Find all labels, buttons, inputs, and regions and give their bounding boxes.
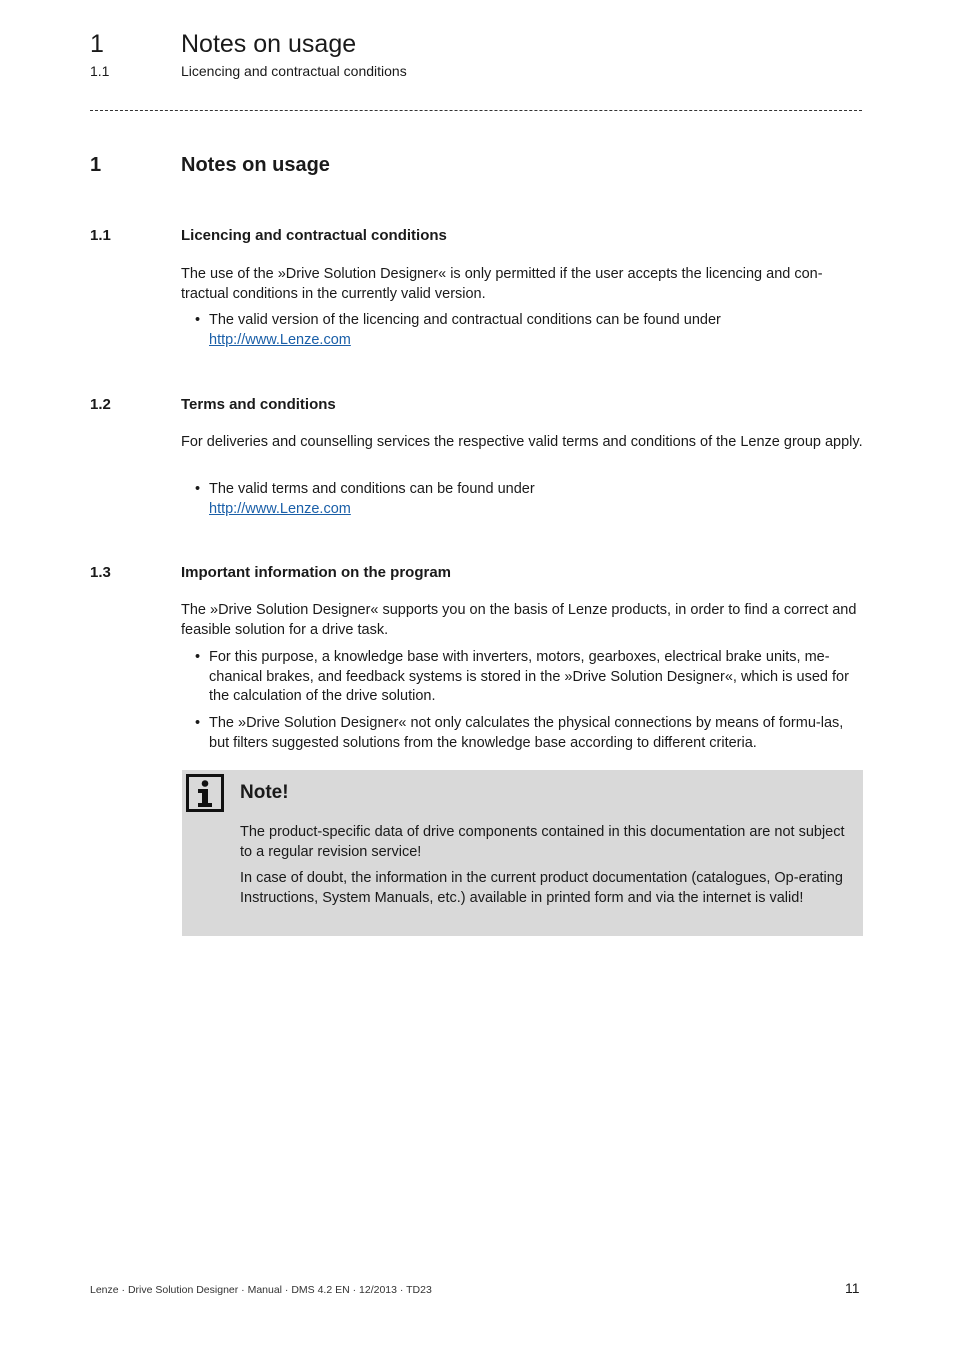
section-number: 1.1 <box>90 227 111 244</box>
note-box <box>182 770 863 936</box>
bullet-icon: • <box>195 649 201 665</box>
note-title: Note! <box>240 782 289 803</box>
note-paragraph: The product-specific data of drive components contained in this documentation are not subject to a regular revision service! <box>240 824 845 860</box>
info-icon <box>186 774 224 817</box>
bullet-icon: • <box>195 481 201 497</box>
bullet-text: For this purpose, a knowledge base with inverters, motors, gearboxes, electrical brake units, me-chanical brakes, and feedback systems is stored in the »Drive Solution Designer«, which is used for the calculation of the drive solution. <box>209 649 849 704</box>
section-paragraph: The »Drive Solution Designer« supports you on the basis of Lenze products, in order to find a correct and feasible solution for a drive task. <box>181 602 857 638</box>
lenze-link[interactable]: http://www.Lenze.com <box>209 500 351 517</box>
page-number: 11 <box>845 1280 860 1296</box>
bullet-icon: • <box>195 312 201 328</box>
section-title: Licencing and contractual conditions <box>181 227 447 244</box>
section-title: Important information on the program <box>181 564 451 581</box>
bullet-text: The valid version of the licencing and contractual conditions can be found under <box>209 312 721 328</box>
bullet-text: The »Drive Solution Designer« not only calculates the physical connections by means of formu-las, but filters suggested solutions from the knowledge base according to different criteria. <box>209 715 844 751</box>
section-paragraph: For deliveries and counselling services the respective valid terms and conditions of the Lenze group apply. <box>181 434 863 450</box>
note-paragraph: In case of doubt, the information in the current product documentation (catalogues, Op-erating Instructions, System Manuals, etc.) available in printed form and via the internet is valid! <box>240 870 843 906</box>
bullet-icon: • <box>195 715 201 731</box>
header-section-title: Licencing and contractual conditions <box>181 63 407 79</box>
bullet-text: The valid terms and conditions can be found under <box>209 481 535 497</box>
chapter-title: Notes on usage <box>181 154 330 176</box>
section-title: Terms and conditions <box>181 396 336 413</box>
header-chapter-number: 1 <box>90 30 104 58</box>
footer-text: Lenze · Drive Solution Designer · Manual · DMS 4.2 EN · 12/2013 · TD23 <box>90 1284 432 1296</box>
chapter-number: 1 <box>90 154 102 176</box>
section-paragraph: The use of the »Drive Solution Designer« is only permitted if the user accepts the licencing and con-tractual conditions in the currently valid version. <box>181 266 823 302</box>
section-number: 1.3 <box>90 564 111 581</box>
header-section-number: 1.1 <box>90 63 110 79</box>
lenze-link[interactable]: http://www.Lenze.com <box>209 331 351 348</box>
section-number: 1.2 <box>90 396 111 413</box>
header-chapter-title: Notes on usage <box>181 30 357 58</box>
header-divider <box>90 110 862 111</box>
